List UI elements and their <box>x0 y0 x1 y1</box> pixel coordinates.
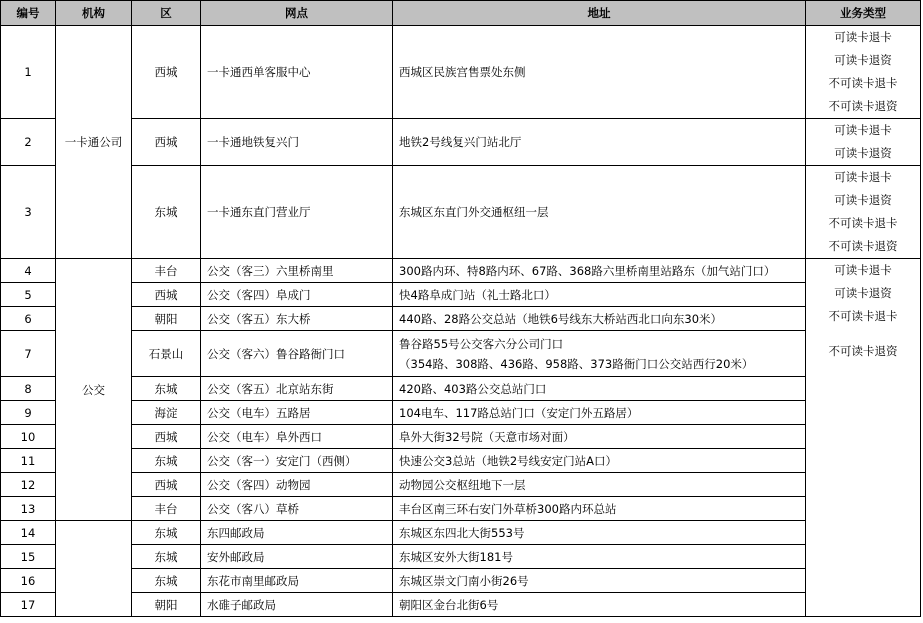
district-cell: 西城 <box>132 119 201 166</box>
address-cell: 440路、28路公交总站（地铁6号线东大桥站西北口向东30米） <box>393 307 806 331</box>
org-cell <box>56 521 132 617</box>
biz-item: 可读卡退卡 <box>834 123 892 137</box>
district-cell: 西城 <box>132 26 201 119</box>
table-row <box>1 497 921 521</box>
table-row <box>1 166 921 259</box>
org-cell: 公交 <box>56 259 132 521</box>
row-num: 17 <box>1 593 56 617</box>
row-num: 2 <box>1 119 56 166</box>
biz-item: 可读卡退资 <box>834 146 892 160</box>
row-num: 7 <box>1 331 56 377</box>
address-cell: 快速公交3总站（地铁2号线安定门站A口） <box>393 449 806 473</box>
row-num: 12 <box>1 473 56 497</box>
district-cell: 西城 <box>132 425 201 449</box>
district-cell: 东城 <box>132 449 201 473</box>
district-cell: 西城 <box>132 283 201 307</box>
row-num: 16 <box>1 569 56 593</box>
biz-item: 不可读卡退卡 <box>828 76 898 90</box>
outlet-cell: 东花市南里邮政局 <box>201 569 393 593</box>
table-row <box>1 283 921 307</box>
row-num: 9 <box>1 401 56 425</box>
outlet-cell: 公交（电车）阜外西口 <box>201 425 393 449</box>
row-num: 8 <box>1 377 56 401</box>
district-cell: 丰台 <box>132 497 201 521</box>
district-cell: 海淀 <box>132 401 201 425</box>
table-row <box>1 307 921 331</box>
address-line: （354路、308路、436路、958路、373路衙门口公交站西行20米） <box>399 356 754 371</box>
outlet-cell: 一卡通东直门营业厅 <box>201 166 393 259</box>
outlet-cell: 公交（客五）北京站东街 <box>201 377 393 401</box>
address-cell: 西城区民族宫售票处东侧 <box>393 26 806 119</box>
table-row <box>1 521 921 545</box>
header-org: 机构 <box>56 1 132 26</box>
address-cell: 地铁2号线复兴门站北厅 <box>393 119 806 166</box>
biz-item: 不可读卡退卡 <box>828 309 898 323</box>
row-num: 3 <box>1 166 56 259</box>
biz-item: 可读卡退卡 <box>834 170 892 184</box>
outlet-cell: 公交（客五）东大桥 <box>201 307 393 331</box>
district-cell: 东城 <box>132 569 201 593</box>
address-cell: 朝阳区金台北街6号 <box>393 593 806 617</box>
outlet-cell: 一卡通地铁复兴门 <box>201 119 393 166</box>
row-num: 14 <box>1 521 56 545</box>
biz-item: 可读卡退资 <box>834 286 892 300</box>
header-district: 区 <box>132 1 201 26</box>
biz-item: 可读卡退卡 <box>834 30 892 44</box>
row-num: 1 <box>1 26 56 119</box>
outlet-cell: 公交（客四）阜成门 <box>201 283 393 307</box>
address-cell: 快4路阜成门站（礼士路北口） <box>393 283 806 307</box>
row-num: 5 <box>1 283 56 307</box>
row-num: 11 <box>1 449 56 473</box>
address-cell: 动物园公交枢纽地下一层 <box>393 473 806 497</box>
address-cell: 104电车、117路总站门口（安定门外五路居） <box>393 401 806 425</box>
address-cell: 420路、403路公交总站门口 <box>393 377 806 401</box>
address-line: 鲁谷路55号公交客六分公司门口 <box>399 336 564 351</box>
district-cell: 东城 <box>132 521 201 545</box>
biz-cell <box>806 259 921 617</box>
outlet-cell: 公交（客六）鲁谷路衙门口 <box>201 331 393 377</box>
district-cell: 丰台 <box>132 259 201 283</box>
row-num: 13 <box>1 497 56 521</box>
biz-item: 不可读卡退资 <box>828 344 898 358</box>
biz-cell <box>806 119 921 166</box>
table-row <box>1 401 921 425</box>
address-cell: 东城区崇文门南小街26号 <box>393 569 806 593</box>
table-row <box>1 473 921 497</box>
district-cell: 石景山 <box>132 331 201 377</box>
outlet-cell: 公交（客三）六里桥南里 <box>201 259 393 283</box>
header-row <box>1 1 921 26</box>
table-row <box>1 545 921 569</box>
outlet-cell: 公交（客八）草桥 <box>201 497 393 521</box>
district-cell: 东城 <box>132 545 201 569</box>
row-num: 15 <box>1 545 56 569</box>
biz-item: 不可读卡退资 <box>828 99 898 113</box>
address-cell: 丰台区南三环右安门外草桥300路内环总站 <box>393 497 806 521</box>
biz-item: 不可读卡退资 <box>828 239 898 253</box>
address-cell <box>393 331 806 377</box>
district-cell: 西城 <box>132 473 201 497</box>
biz-item: 可读卡退资 <box>834 193 892 207</box>
outlet-cell: 安外邮政局 <box>201 545 393 569</box>
row-num: 10 <box>1 425 56 449</box>
address-cell: 阜外大街32号院（天意市场对面） <box>393 425 806 449</box>
outlet-cell: 一卡通西单客服中心 <box>201 26 393 119</box>
district-cell: 朝阳 <box>132 307 201 331</box>
district-cell: 东城 <box>132 166 201 259</box>
table-row <box>1 259 921 283</box>
header-outlet: 网点 <box>201 1 393 26</box>
table-row <box>1 593 921 617</box>
biz-cell <box>806 166 921 259</box>
district-cell: 东城 <box>132 377 201 401</box>
outlet-cell: 水碓子邮政局 <box>201 593 393 617</box>
table-row <box>1 331 921 377</box>
header-biz: 业务类型 <box>806 1 921 26</box>
address-cell: 东城区安外大街181号 <box>393 545 806 569</box>
table-row <box>1 377 921 401</box>
outlet-cell: 公交（客一）安定门（西侧） <box>201 449 393 473</box>
row-num: 4 <box>1 259 56 283</box>
district-cell: 朝阳 <box>132 593 201 617</box>
address-cell: 东城区东直门外交通枢纽一层 <box>393 166 806 259</box>
row-num: 6 <box>1 307 56 331</box>
table-row <box>1 119 921 166</box>
address-cell: 东城区东四北大街553号 <box>393 521 806 545</box>
outlet-cell: 公交（客四）动物园 <box>201 473 393 497</box>
address-cell: 300路内环、特8路内环、67路、368路六里桥南里站路东（加气站门口） <box>393 259 806 283</box>
biz-item: 可读卡退资 <box>834 53 892 67</box>
table-row <box>1 449 921 473</box>
table-row <box>1 425 921 449</box>
table-row <box>1 26 921 119</box>
outlet-cell: 东四邮政局 <box>201 521 393 545</box>
org-cell: 一卡通公司 <box>56 26 132 259</box>
outlet-cell: 公交（电车）五路居 <box>201 401 393 425</box>
biz-cell <box>806 26 921 119</box>
header-num: 编号 <box>1 1 56 26</box>
biz-item: 可读卡退卡 <box>834 263 892 277</box>
biz-item: 不可读卡退卡 <box>828 216 898 230</box>
header-address: 地址 <box>393 1 806 26</box>
table-row <box>1 569 921 593</box>
